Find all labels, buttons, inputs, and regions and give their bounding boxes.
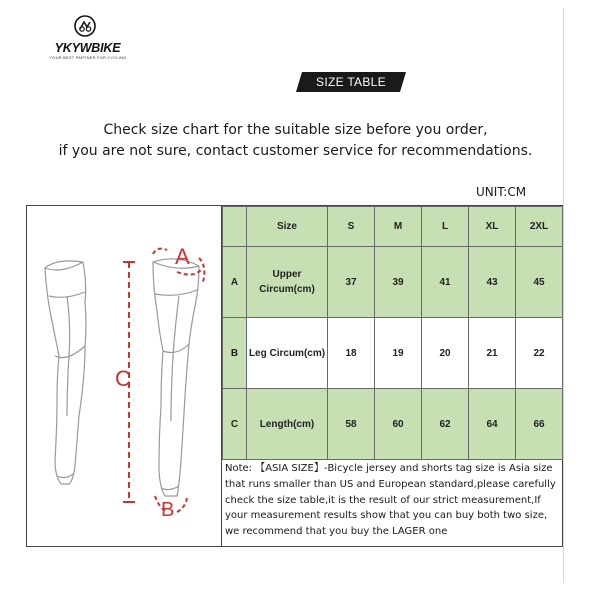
header-cell: 2XL: [516, 207, 563, 247]
table-cell: 64: [469, 389, 516, 460]
table-cell: 18: [328, 318, 375, 389]
left-sleeve-drawing: [45, 261, 86, 484]
intro-line-2: if you are not sure, contact customer service for recommendations.: [58, 143, 533, 159]
row-tag: B: [223, 318, 247, 389]
bike-logo-icon: [74, 15, 96, 37]
brand-name: YKYWBIKE: [54, 41, 121, 55]
header-cell: XL: [469, 207, 516, 247]
leg-sleeve-illustration: [27, 206, 221, 546]
row-label: Leg Circum(cm): [247, 318, 328, 389]
table-cell: 37: [328, 247, 375, 318]
table-cell: 45: [516, 247, 563, 318]
table-header-row: [223, 207, 563, 247]
row-label: Upper Circum(cm): [247, 247, 328, 318]
table-cell: 62: [422, 389, 469, 460]
header-cell: L: [422, 207, 469, 247]
table-cell: 66: [516, 389, 563, 460]
brand-tagline: YOUR BEST PARTNER FOR CYCLING: [49, 55, 127, 60]
table-cell: 39: [375, 247, 422, 318]
label-b: B: [161, 499, 175, 521]
banner-label: SIZE TABLE: [316, 75, 386, 89]
unit-label: UNIT:CM: [476, 185, 527, 199]
header-corner: [223, 207, 247, 247]
size-table-banner: [296, 72, 406, 92]
label-a: A: [175, 244, 190, 269]
table-row: [223, 318, 563, 389]
table-cell: 58: [328, 389, 375, 460]
header-cell: S: [328, 207, 375, 247]
row-tag: A: [223, 247, 247, 318]
table-row: [223, 247, 563, 318]
table-cell: 41: [422, 247, 469, 318]
brand-logo: [40, 15, 135, 63]
row-tag: C: [223, 389, 247, 460]
table-cell: 60: [375, 389, 422, 460]
table-cell: 43: [469, 247, 516, 318]
header-cell: M: [375, 207, 422, 247]
header-cell: Size: [247, 207, 328, 247]
table-cell: 22: [516, 318, 563, 389]
size-table: [222, 206, 563, 460]
right-sleeve-drawing: [153, 259, 199, 496]
size-note: Note: 【ASIA SIZE】-Bicycle jersey and shorts tag size is Asia size that runs smaller than US and European standard,please carefully check the size table,it is the result of our strict measurement,If your measurement results show that you can buy both two size, we recommend that you buy the LAGER one: [225, 463, 556, 538]
table-cell: 20: [422, 318, 469, 389]
intro-line-1: Check size chart for the suitable size before you order,: [103, 122, 488, 138]
table-cell: 19: [375, 318, 422, 389]
table-row: [223, 389, 563, 460]
row-label: Length(cm): [247, 389, 328, 460]
page-edge-line: [563, 8, 564, 583]
label-c: C: [115, 366, 131, 391]
table-cell: 21: [469, 318, 516, 389]
